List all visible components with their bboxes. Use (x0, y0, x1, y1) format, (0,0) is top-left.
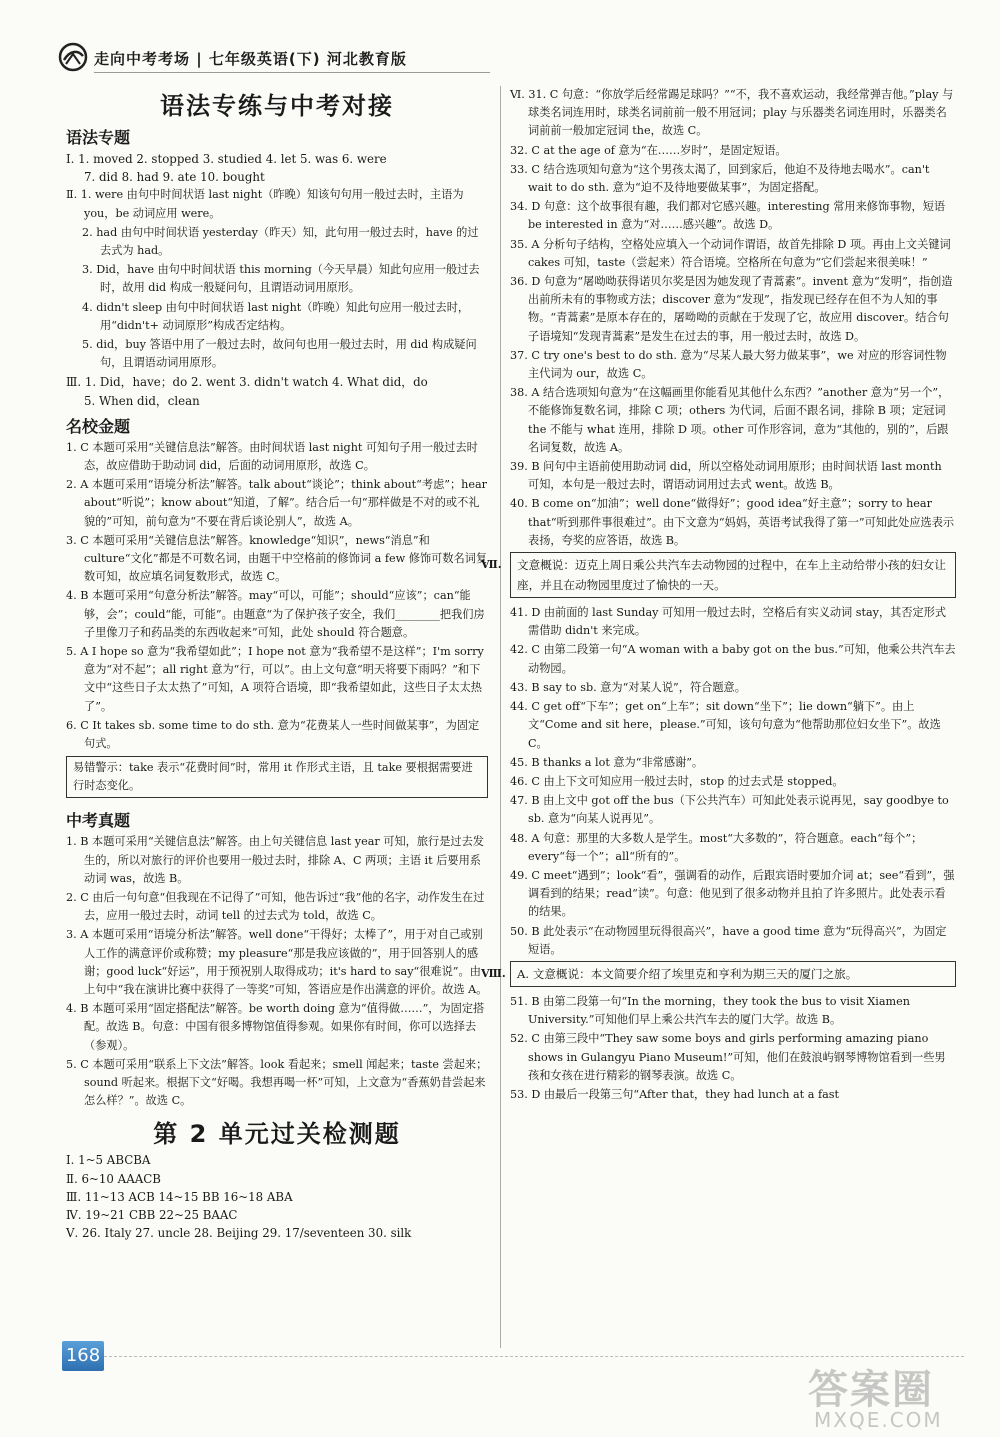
unit-line: Ⅲ. 11~13 ACB 14~15 BB 16~18 ABA (66, 1189, 293, 1204)
answer-item: 42. C 由第二段第一句“A woman with a baby got on the bus.”可知，他乘公共汽车去动物园。 (510, 643, 956, 675)
page-number: 168 (62, 1341, 104, 1371)
grammar-line-1: Ⅰ. 1. moved 2. stopped 3. studied 4. let 5. was 6. were (66, 152, 387, 166)
unit-line: Ⅰ. 1~5 ABCBA (66, 1153, 151, 1168)
famous-section-title: 名校金题 (66, 416, 131, 436)
grammar-line-3b: 5. When did，clean (84, 393, 200, 408)
answer-item: 44. C get off“下车”；get on“上车”；sit down“坐下”；lie down“躺下”。由上文“Come and sit here，please.”可知，该句句意为“他帮助那位妇女坐下”。故选 C。 (510, 700, 941, 750)
watermark-main: 答案圈 (808, 1367, 934, 1413)
right-column (481, 86, 956, 1105)
answer-item: 50. B 此处表示“在动物园里玩得很高兴”，have a good time 意为“玩得高兴”，为固定短语。 (510, 924, 947, 956)
watermark-sub: MXQE.COM (814, 1408, 943, 1432)
answer-item: 36. D 句意为“屠呦呦获得诺贝尔奖是因为她发现了青蒿素”。invent 意为“发明”，指创造出前所未有的事物或方法；discover 意为“发现”，指发现已经存在但不为人知的事物。“青蒿素”是原本存在的，屠呦呦的贡献在于发现了它，故应用 discover。结合句子语境知“发现青蒿素”是发生在过去的事，用一般过去时，故选 D。 (510, 275, 953, 343)
grammar-item: 3. Did，have 由句中时间状语 this morning（今天早晨）知此句应用一般过去时，故用 did 构成一般疑问句，且谓语动词用原形。 (82, 263, 480, 295)
unit-line: Ⅴ. 26. Italy 27. uncle 28. Beijing 29. 17/seventeen 30. silk (66, 1226, 412, 1241)
answer-item: 38. A 结合选项知句意为“在这幅画里你能看见其他什么东西？”another 意为“另一个”，不能修饰复数名词，排除 C 项；others 为代词，后面不跟名词，排除 B 项；定冠词 the 不能与 what 连用，排除 D 项。other 可作形容词，意为“其他的，别的”，后跟名词复数，故选 A。 (510, 386, 950, 454)
error-tip-box: 易错警示：take 表示“花费时间”时，常用 it 作形式主语，且 take 要根据需要进行时态变化。 (66, 756, 488, 798)
summary-text-8: A. 文意概说：本文简要介绍了埃里克和亨利为期三天的厦门之旅。 (517, 966, 858, 981)
grammar-item: 5. did，buy 答语中用了一般过去时，故问句也用一般过去时，用 did 构成疑问句，且谓语动词用原形。 (82, 338, 477, 370)
column-divider (500, 86, 501, 1348)
answer-item: 33. C 结合选项知句意为“这个男孩太渴了，回到家后，他迫不及待地去喝水”。can't wait to do sth. 意为“迫不及待地要做某事”，为固定搭配。 (510, 162, 930, 195)
zhongkao-section-title: 中考真题 (66, 811, 131, 831)
unit-line: Ⅱ. 6~10 AAACB (66, 1171, 161, 1186)
grammar-line-3a: Ⅲ. 1. Did，have；do 2. went 3. didn't watch 4. What did，do (66, 375, 428, 390)
footer-rule (104, 1356, 964, 1357)
main-title: 语法专练与中考对接 (160, 92, 394, 120)
grammar-item: 4. didn't sleep 由句中时间状语 last night（昨晚）知此句应用一般过去时，用“didn't+ 动词原形”构成否定结构。 (82, 300, 470, 332)
book-logo-icon (58, 42, 88, 72)
grammar-item: 2. had 由句中时间状语 yesterday（昨天）知，此句用一般过去时，have 的过去式为 had。 (82, 225, 479, 258)
answer-item: 48. A 句意：那里的大多数人是学生。most“大多数的”，符合题意。each“每个”；every“每一个”；all“所有的”。 (510, 831, 923, 863)
answer-item: 37. C try one's best to do sth. 意为“尽某人最大努力做某事”，we 对应的形容词性物主代词为 our，故选 C。 (510, 348, 947, 381)
answer-item: 52. C 由第三段中“They saw some boys and girls performing amazing piano shows in Gulangyu Piano Museum!”可知，他们在鼓浪屿钢琴博物馆看到一些男孩和女孩在进行精彩的钢琴表演。故选 C。 (510, 1032, 946, 1082)
famous-item: 5. A I hope so 意为“我希望如此”；I hope not 意为“我希望不是这样”；I'm sorry 意为“对不起”；all right 意为“行，可以”。由上文句意“明天将要下雨吗？”和下文中“这些日子太太热了”可知，A 项符合语境，即“我希望如此，这些日子太太热了”。 (66, 645, 484, 713)
section-numeral-7: Ⅶ. (481, 558, 502, 572)
answer-item: 47. B 由上文中 got off the bus（下公共汽车）可知此处表示说再见，say goodbye to sb. 意为“向某人说再见”。 (510, 794, 949, 826)
answer-item: Ⅵ. 31. C 句意：“你放学后经常踢足球吗？”“不，我不喜欢运动，我经常弹吉他。”play 与球类名词连用时，球类名词前前一般不用冠词；play 与乐器类名词连用时，乐器类名词前前一般加定冠词 the，故选 C。 (510, 88, 954, 138)
grammar-item: Ⅱ. 1. were 由句中时间状语 last night（昨晚）知该句句用一般过去时，主语为 you，be 动词应用 were。 (66, 188, 464, 220)
zhongkao-item: 2. C 由后一句句意“但我现在不记得了”可知，他告诉过“我”他的名字，动作发生在过去，应用一般过去时，动词 tell 的过去式为 told，故选 C。 (66, 890, 485, 923)
answer-item: 46. C 由上下文可知应用一般过去时，stop 的过去式是 stopped。 (510, 774, 844, 788)
famous-item: 6. C It takes sb. some time to do sth. 意为“花费某人一些时间做某事”，为固定句式。 (66, 718, 480, 751)
famous-item: 4. B 本题可采用“句意分析法”解答。may“可以，可能”；should“应该”；can“能够，会”；could“能，可能”。由题意“为了保护孩子安全，我们________把我们房子里像刀子和药品类的东西收起来”可知，此处 should 符合题意。 (66, 589, 485, 639)
answer-item: 53. D 由最后一段第三句“After that，they had lunch at a fast (510, 1087, 839, 1101)
summary-box-8 (481, 961, 956, 987)
famous-item: 2. A 本题可采用“语境分析法”解答。talk about“谈论”；think about“考虑”；hear about“听说”；know about“知道，了解”。结合后一句“那样做是不对的或不礼貌的”可知，前句意为“不要在背后谈论别人”，故选 A。 (66, 478, 488, 528)
grammar-section-title: 语法专题 (66, 128, 131, 147)
watermark-logo (800, 1358, 990, 1434)
famous-item: 3. C 本题可采用“关键信息法”解答。knowledge“知识”，news“消息”和 culture“文化”都是不可数名词，由题干中空格前的修饰词 a few 修饰可数名词复数可知，故应填名词复数形式，故选 C。 (66, 533, 488, 584)
section-numeral-8: Ⅷ. (481, 966, 506, 980)
zhongkao-item: 4. B 本题可采用“固定搭配法”解答。be worth doing 意为“值得做……”，为固定搭配。故选 B。句意：中国有很多博物馆值得参观。如果你有时间，你可以选择去（参观）。 (66, 1002, 485, 1052)
summary-box-7 (481, 552, 956, 598)
answer-item: 43. B say to sb. 意为“对某人说”，符合题意。 (510, 680, 746, 694)
answer-item: 41. D 由前面的 last Sunday 可知用一般过去时，空格后有实义动词 stay，其否定形式需借助 didn't 来完成。 (510, 606, 947, 638)
answer-item: 39. B 问句中主语前使用助动词 did，所以空格处动词用原形；由时间状语 last month 可知，本句是一般过去时，谓语动词用过去式 went。故选 B。 (510, 460, 942, 492)
answer-item: 32. C at the age of 意为“在……岁时”，是固定短语。 (510, 143, 787, 157)
unit-test-title: 第 2 单元过关检测题 (153, 1120, 401, 1149)
answer-item: 35. A 分析句子结构，空格处应填入一个动词作谓语，故首先排除 D 项。再由上文关键词 cakes 可知，taste（尝起来）符合语境。空格所在句意为“它们尝起来很美味！” (510, 237, 951, 269)
answer-item: 49. C meet“遇到”；look“看”，强调看的动作，后跟宾语时要加介词 at；see“看到”，强调看到的结果；read“读”。句意：他见到了很多动物并且拍了许多照片。此处表示看的结果。 (510, 868, 955, 919)
page-header (50, 38, 490, 78)
summary-text-7: 文意概说：迈克上周日乘公共汽车去动物园的过程中，在车上主动给带小孩的妇女让座，并且在动物园里度过了愉快的一天。 (517, 558, 946, 593)
left-column (66, 86, 488, 1242)
zhongkao-item: 5. C 本题可采用“联系上下文法”解答。look 看起来；smell 闻起来；taste 尝起来；sound 听起来。根据下文“好喝。我想再喝一杯”可知，上文意为“香蕉奶昔尝起来怎么样？”。故选 C。 (66, 1057, 488, 1108)
answer-item: 34. D 句意：这个故事很有趣，我们都对它感兴趣。interesting 常用来修饰事物，短语 be interested in 意为“对……感兴趣”。故选 D。 (510, 200, 946, 232)
famous-item: 1. C 本题可采用“关键信息法”解答。由时间状语 last night 可知句子用一般过去时态，故应借助于助动词 did，后面的动词用原形，故选 C。 (66, 440, 478, 473)
header-brand: 走向中考考场 | 七年级英语(下) 河北教育版 (94, 50, 407, 68)
answer-item: 40. B come on“加油”；well done“做得好”；good idea“好主意”；sorry to hear that“听到那件事很难过”。由下文意为“妈妈，英语考试我得了第一”可知此处应选表示表扬，夸奖的应答语，故选 B。 (510, 497, 955, 547)
answer-item: 51. B 由第二段第一句“In the morning，they took the bus to visit Xiamen University.”可知他们早上乘公共汽车去的厦门大学。故选 B。 (510, 994, 910, 1027)
zhongkao-item: 3. A 本题可采用“语境分析法”解答。well done“干得好；太棒了”，用于对自己或别人工作的满意评价或称赞；my pleasure“那是我应该做的”，用于回答别人的感谢；good luck“好运”，用于预祝别人取得成功；it's hard to say“很难说”。由上句中“我在演讲比赛中获得了一等奖”可知，答语应是作出满意的评价。故选 A。 (66, 928, 488, 996)
answer-item: 45. B thanks a lot 意为“非常感谢”。 (510, 755, 704, 769)
unit-line: Ⅳ. 19~21 CBB 22~25 BAAC (66, 1207, 238, 1222)
zhongkao-item: 1. B 本题可采用“关键信息法”解答。由上句关键信息 last year 可知，旅行是过去发生的，所以对旅行的评价也要用一般过去时，排除 A、C 两项；主语 it 后要用系动词 was，故选 B。 (66, 835, 484, 885)
grammar-line-2: 7. did 8. had 9. ate 10. bought (84, 170, 265, 185)
header-rule (94, 72, 490, 73)
